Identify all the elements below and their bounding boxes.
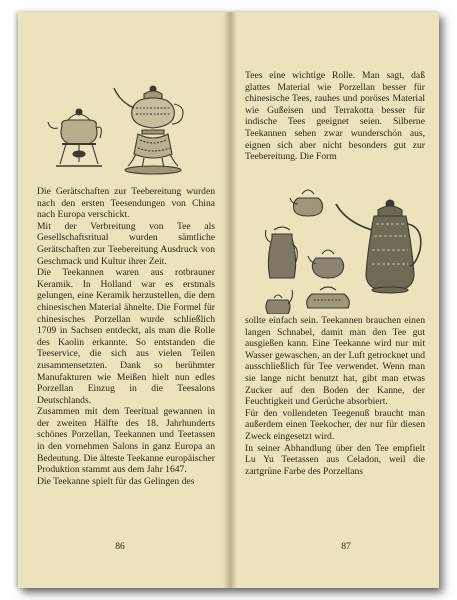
right-page-body-top — [245, 70, 425, 163]
paragraph: Die Teekannen waren aus rotbrauner Keramik. In Holland war es erstmals gelungen, eine Keramik herzustellen, die dem chinesischen Material ähnelte. Die Formel für chinesisches Porzellan wurde schließlich 1709 in Sachsen entdeckt, als man die Rolle des Kaolin erkannte. So entstanden die Teeservice, die sich aus vielen Teilen zusammensetzten. Dank so berühmter Manufakturen wie Meißen hielt nun edles Porzellan Einzug in die Teesalons Deutschlands. — [37, 267, 215, 406]
left-page-body — [37, 186, 215, 487]
paragraph: Die Teekanne spielt für das Gelingen des — [37, 475, 195, 487]
open-book — [18, 12, 439, 588]
paragraph: Mit der Verbreitung von Tee als Gesellschaftsritual wurden sämtliche Gerätschaften zur Teebereitung Ausdruck von Geschmack und Kultur ihrer Zeit. — [37, 220, 215, 267]
book-gutter — [223, 12, 237, 588]
paragraph: Zusammen mit dem Teeritual gewannen in der zweiten Hälfte des 18. Jahrhunderts schönes Porzellan, Teekannen und Teetassen in den vornehmen Salons in ganz Europa an Bedeutung. Die älteste Teekanne europäischer Produktion stammt aus dem Jahr 1647. — [37, 406, 215, 476]
paragraph: In seiner Abhandlung über den Tee empfielt Lu Yu Teetassen aus Celadon, weil die zartgrüne Farbe des Porzellans — [245, 442, 425, 477]
teapot-engraving-right — [264, 184, 424, 314]
paragraph: Für den vollendeten Teegenuß braucht man außerdem einen Teekocher, der nur für diesen Zweck eingesetzt wird. — [245, 407, 425, 442]
page-number-right: 87 — [341, 541, 351, 552]
paragraph: Tees eine wichtige Rolle. Man sagt, daß glattes Material wie Porzellan besser für chinesische Tees, rauhes und poröses Material wie Gußeisen und Terrakotta besser für indische Tees geeignet seien. Silberne Teekannen sehen zwar wunderschön aus, eignen sich aber nicht besonders gut zur Teebereitung. Die Form — [245, 70, 425, 163]
right-page-body-bottom — [245, 315, 425, 477]
page-number-left: 86 — [115, 541, 125, 552]
left-page — [18, 12, 224, 588]
paragraph: Die Gerätschaften zur Teebereitung wurden nach den ersten Teesendungen von China nach Europa verschickt. — [37, 186, 215, 221]
paragraph: sollte einfach sein. Teekannen brauchen einen langen Schnabel, damit man den Tee gut ausgießen kann. Eine Teekanne wird nur mit Wasser gewaschen, an der Luft getrocknet und ausschließlich für Tee verwendet. Wenn man sie lange nicht benutzt hat, gibt man etwas Zucker auf den Boden der Kanne, der Feuchtigkeit und Gerüche absorbiert. — [245, 315, 425, 408]
right-page — [236, 12, 439, 588]
teapot-engraving-left — [46, 82, 206, 182]
